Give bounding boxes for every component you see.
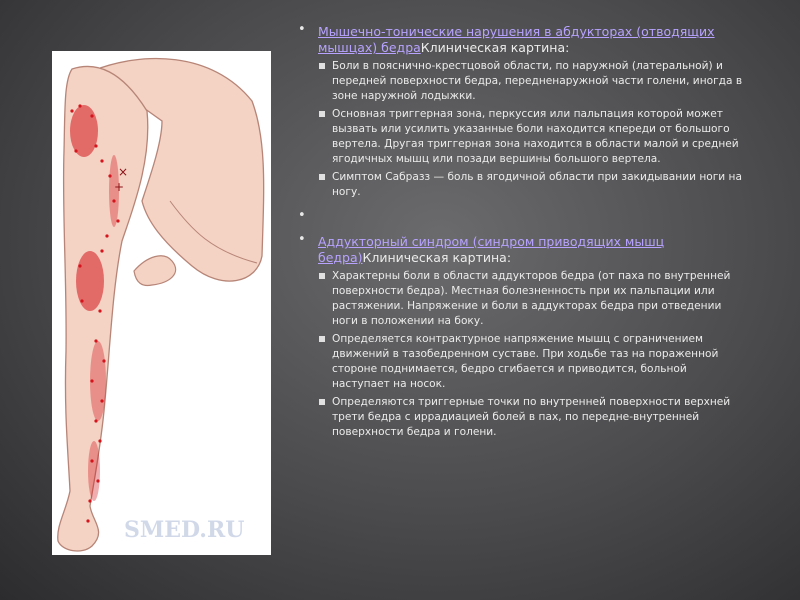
list-item: Характерны боли в области аддукторов бедра (от паха по внутренней поверхности бедра). Местная болезненность при их пальпации или растяжении. Напряжение и боли в аддукторах бедра при отведении ноги в положении на боку.: [318, 269, 746, 329]
leg-trigger-points-icon: [52, 51, 271, 555]
adductors-link[interactable]: Аддукторный синдром (синдром приводящих мышц бедра): [318, 234, 665, 265]
abductors-link[interactable]: Мышечно-тонические нарушения в абдукторах (отводящих мышцах) бедра: [318, 24, 715, 55]
list-item: Определяется контрактурное напряжение мышц с ограничением движений в тазобедренном суставе. При ходьбе таз на пораженной стороне поднимается, бедро сгибается и приводится, больной наступает на носок.: [318, 332, 746, 392]
heading-text: Клиническая картина:: [420, 40, 570, 55]
list-item: Основная триггерная зона, перкуссия или пальпация которой может вызвать или усилить указанные боли находится кпереди от большого вертела. Другая триггерная зона находится в области малой и средней ягодичных мышц или позади вершины большого вертела.: [318, 107, 746, 167]
empty-bullet: [298, 210, 746, 226]
heading-text: Клиническая картина:: [362, 250, 512, 265]
svg-text:×: ×: [118, 165, 129, 179]
slide-content: [298, 24, 746, 450]
watermark-text: SMED.RU: [124, 517, 245, 543]
leg-illustration: [52, 51, 271, 555]
list-item: Боли в пояснично-крестцовой области, по наружной (латеральной) и передней поверхности бедра, передненаружной части голени, иногда в зоне наружной лодыжки.: [318, 59, 746, 104]
bullet-heading: [318, 24, 746, 56]
bullet-heading: [318, 234, 746, 266]
svg-text:+: +: [114, 180, 125, 194]
list-item: Симптом Сабразз — боль в ягодичной области при закидывании ноги на ногу.: [318, 170, 746, 200]
list-item: Определяются триггерные точки по внутренней поверхности верхней трети бедра с иррадиацией болей в пах, по передне-внутренней поверхности бедра и голени.: [318, 395, 746, 440]
abductors-list: [318, 59, 746, 200]
bullet-adductors: [298, 234, 746, 440]
bullet-abductors: [298, 24, 746, 200]
adductors-list: [318, 269, 746, 440]
